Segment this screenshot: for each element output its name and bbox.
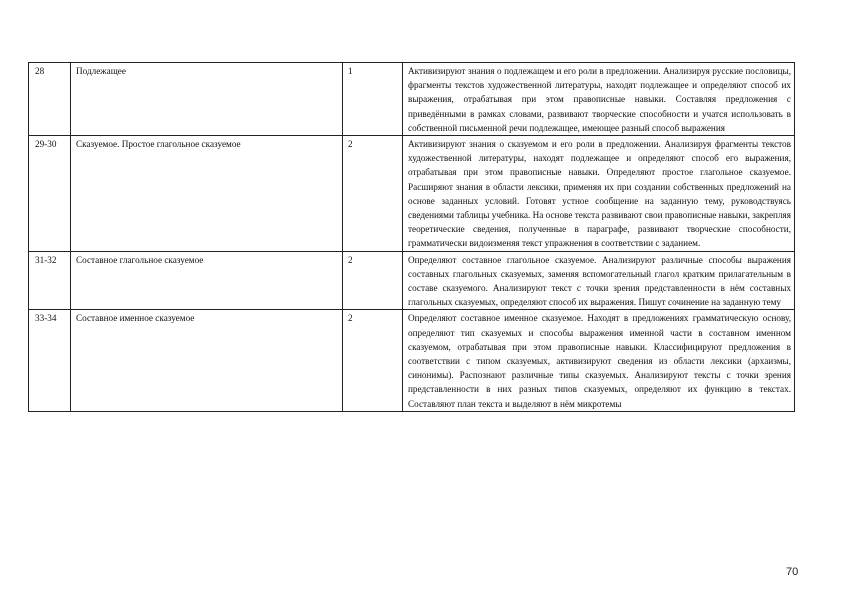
lesson-description: Активизируют знания о сказуемом и его роли в предложении. Анализируя фрагменты текстов художественной литературы, находят подлежащее и определяют способ его выражения, отрабатывая при этом правописные навыки. Определяют простое глагольное сказуемое. Расширяют знания в области лексики, применяя их при создании собственных предложений на основе заданных условий. Готовят устное сообщение на заданную тему, руководствуясь сведениями таблицы учебника. На основе текста развивают свои правописные навыки, закрепляя теоретические сведения, полученные в параграфе, развивают творческие способности, грамматически видоизменяя текст упражнения в соответствии с заданием. xyxy=(403,136,795,252)
lesson-description: Активизируют знания о подлежащем и его роли в предложении. Анализируя русские пословицы, фрагменты текстов художественной литературы, находят подлежащее и определяют способ их выражения, отрабатывая при этом правописные навыки. Составляя предложения с приведёнными в рамках словами, развивают творческие способности и учатся использовать в собственной письменной речи подлежащее, имеющее разный способ выражения xyxy=(403,63,795,136)
lesson-description: Определяют составное глагольное сказуемое. Анализируют различные способы выражения составных глагольных сказуемых, заменяя вспомогательный глагол кратким прилагательным в составе сказуемого. Анализируют текст с точки зрения представленности в нём составных глагольных сказуемых, определяют способ их выражения. Пишут сочинение на заданную тему xyxy=(403,251,795,310)
lesson-number: 28 xyxy=(29,63,71,136)
lesson-hours: 2 xyxy=(343,136,403,252)
lesson-number: 33-34 xyxy=(29,310,71,411)
lesson-description: Определяют составное именное сказуемое. Находят в предложениях грамматическую основу, определяют тип сказуемых и способы выражения именной части в составном именном сказуемом, отрабатывая при этом правописные навыки. Классифицируют предложения в соответствии с типом сказуемых, активизируют сведения из области лексики (архаизмы, синонимы). Распознают различные типы сказуемых. Анализируют тексты с точки зрения представленности в них разных типов сказуемых, определяют их функцию в текстах. Составляют план текста и выделяют в нём микротемы xyxy=(403,310,795,411)
table-row xyxy=(29,251,795,310)
page-number: 70 xyxy=(786,566,799,578)
lesson-hours: 2 xyxy=(343,251,403,310)
lesson-topic: Сказуемое. Простое глагольное сказуемое xyxy=(71,136,343,252)
lesson-topic: Подлежащее xyxy=(71,63,343,136)
lesson-number: 29-30 xyxy=(29,136,71,252)
lesson-hours: 1 xyxy=(343,63,403,136)
table-row xyxy=(29,136,795,252)
lesson-number: 31-32 xyxy=(29,251,71,310)
lesson-topic: Составное глагольное сказуемое xyxy=(71,251,343,310)
lesson-topic: Составное именное сказуемое xyxy=(71,310,343,411)
table-row xyxy=(29,310,795,411)
lesson-hours: 2 xyxy=(343,310,403,411)
table-row xyxy=(29,63,795,136)
lesson-plan-table xyxy=(28,62,795,412)
